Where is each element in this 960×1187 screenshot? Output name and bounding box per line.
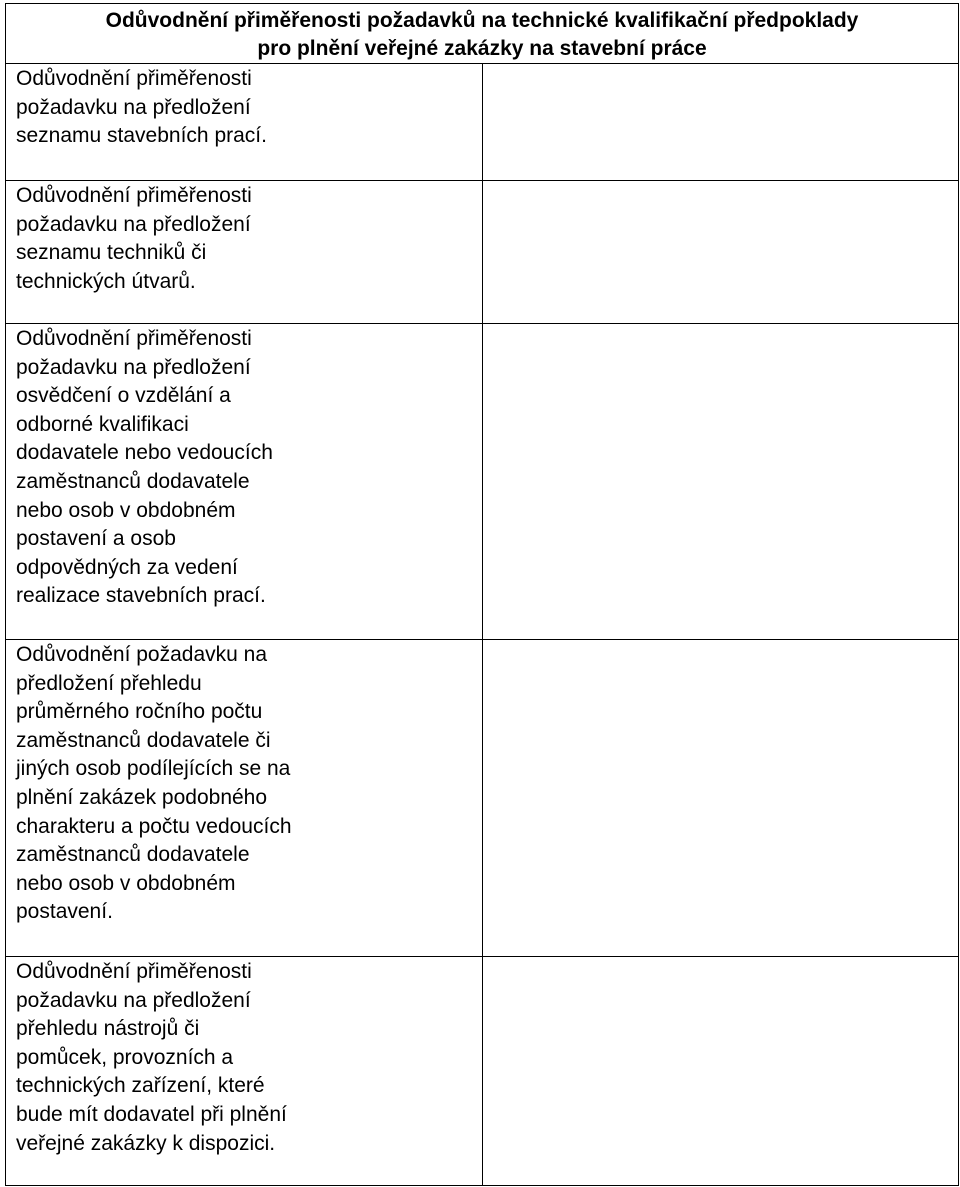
row-value-field[interactable] bbox=[482, 640, 959, 957]
table-row-technicians-list bbox=[6, 181, 959, 324]
row-label bbox=[6, 64, 483, 181]
row-value-field[interactable] bbox=[482, 181, 959, 324]
table-row-education-certificates bbox=[6, 324, 959, 640]
title-line-1: Odůvodnění přiměřenosti požadavků na technické kvalifikační předpoklady bbox=[105, 9, 859, 32]
row-label-text: Odůvodnění přiměřenosti požadavku na předložení přehledu nástrojů či pomůcek, provozních a technických zařízení, které bude mít dodavatel při plnění veřejné zakázky k dispozici. bbox=[16, 960, 287, 1155]
row-label-text: Odůvodnění přiměřenosti požadavku na předložení seznamu techniků či technických útvarů. bbox=[16, 184, 252, 293]
row-label bbox=[6, 324, 483, 640]
title-line-2: pro plnění veřejné zakázky na stavební práce bbox=[257, 37, 707, 60]
table-row-construction-works-list bbox=[6, 64, 959, 181]
row-label bbox=[6, 640, 483, 957]
row-label-text: Odůvodnění požadavku na předložení přehledu průměrného ročního počtu zaměstnanců dodavatele či jiných osob podílejících se na plnění zakázek podobného charakteru a počtu vedoucích zaměstnanců dodavatele nebo osob v obdobném postavení. bbox=[16, 643, 292, 924]
table-title bbox=[6, 4, 959, 64]
row-value-field[interactable] bbox=[482, 324, 959, 640]
table-header-row bbox=[6, 4, 959, 64]
row-label bbox=[6, 181, 483, 324]
row-label-text: Odůvodnění přiměřenosti požadavku na předložení seznamu stavebních prací. bbox=[16, 67, 267, 148]
table-row-tools-equipment-overview bbox=[6, 957, 959, 1186]
row-value-field[interactable] bbox=[482, 64, 959, 181]
row-label-text: Odůvodnění přiměřenosti požadavku na předložení osvědčení o vzdělání a odborné kvalifikaci dodavatele nebo vedoucích zaměstnanců dodavatele nebo osob v obdobném postavení a osob odpovědných za vedení realizace stavebních prací. bbox=[16, 327, 273, 608]
justification-table bbox=[5, 3, 959, 1186]
row-value-field[interactable] bbox=[482, 957, 959, 1186]
table-row-employee-count-overview bbox=[6, 640, 959, 957]
row-label bbox=[6, 957, 483, 1186]
